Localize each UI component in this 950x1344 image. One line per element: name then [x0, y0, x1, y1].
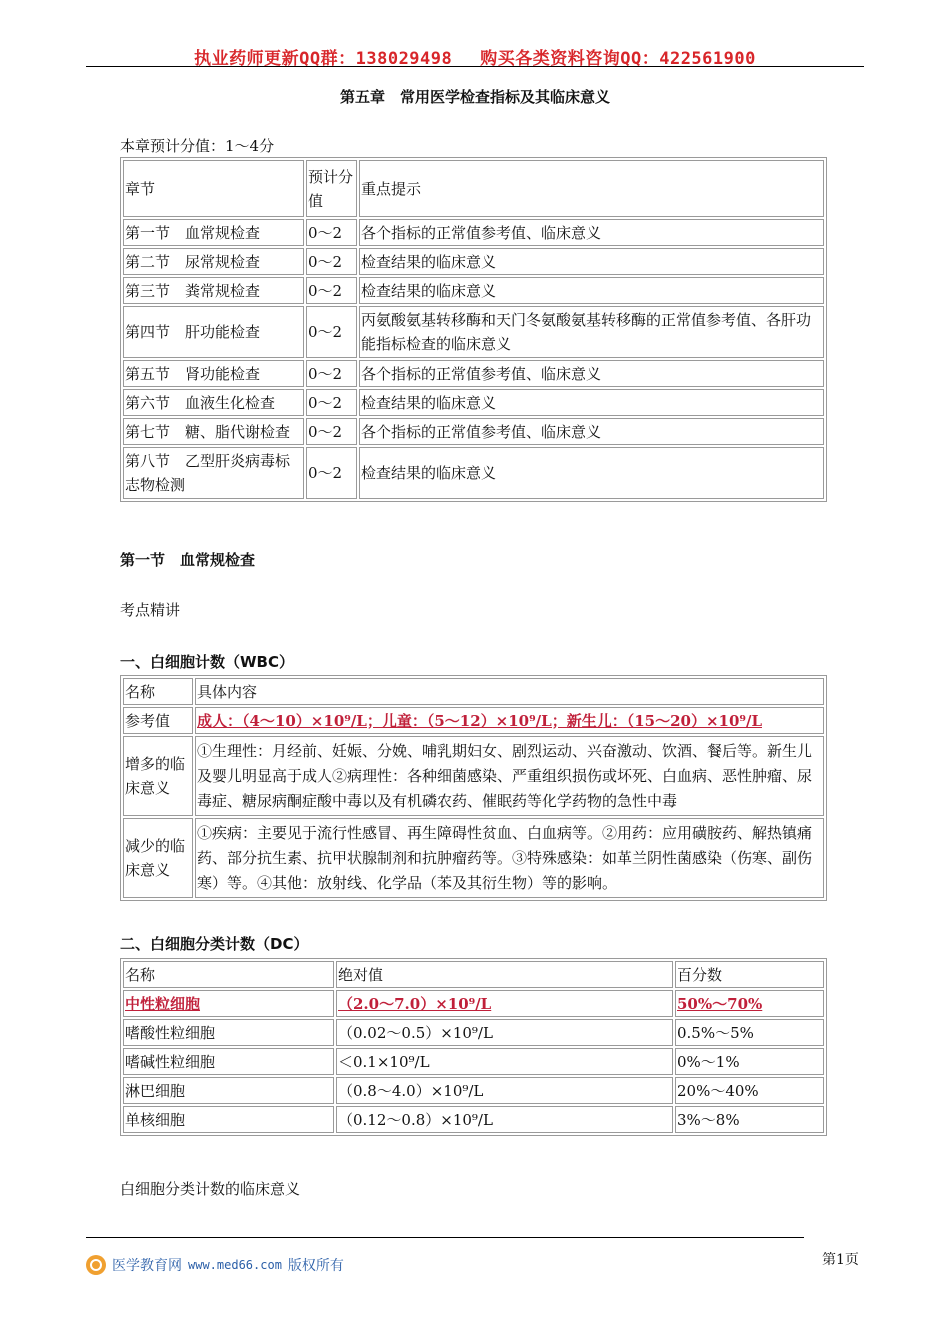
cell-absolute: （0.02～0.5）×10⁹/L — [336, 1019, 673, 1046]
cell-name: 单核细胞 — [123, 1106, 334, 1133]
dc-clinical-label: 白细胞分类计数的临床意义 — [120, 1180, 301, 1198]
score-cell: 0～2 — [306, 360, 357, 387]
dc-title: 二、白细胞分类计数（DC） — [120, 935, 309, 953]
cell-percent: 20%～40% — [675, 1077, 824, 1104]
table-row — [123, 961, 824, 988]
wbc-title: 一、白细胞计数（WBC） — [120, 653, 294, 671]
table-row — [123, 447, 824, 499]
header-cell: 预计分值 — [306, 160, 357, 217]
tip-cell: 检查结果的临床意义 — [359, 389, 824, 416]
table-row — [123, 1106, 824, 1133]
tip-cell: 各个指标的正常值参考值、临床意义 — [359, 219, 824, 246]
decrease-value: ①疾病：主要见于流行性感冒、再生障碍性贫血、白血病等。②用药：应用磺胺药、解热镇痛药、部分抗生素、抗甲状腺制剂和抗肿瘤药等。③特殊感染：如革兰阴性菌感染（伤寒、副伤寒）等。④其他：放射线、化学品（苯及其衍生物）等的影响。 — [195, 818, 824, 898]
table-row — [123, 418, 824, 445]
table-row — [123, 736, 824, 816]
table-row — [123, 389, 824, 416]
score-cell: 0～2 — [306, 219, 357, 246]
table-row — [123, 1048, 824, 1075]
header-rule — [86, 66, 864, 67]
section-cell: 第一节 血常规检查 — [123, 219, 304, 246]
score-cell: 0～2 — [306, 418, 357, 445]
cell-name: 淋巴细胞 — [123, 1077, 334, 1104]
cell-percent: 0%～1% — [675, 1048, 824, 1075]
purchase-text: 购买各类资料咨询QQ：422561900 — [480, 49, 756, 69]
table-row — [123, 990, 824, 1017]
header-cell: 绝对值 — [336, 961, 673, 988]
tip-cell: 各个指标的正常值参考值、临床意义 — [359, 360, 824, 387]
med66-logo-icon — [86, 1255, 106, 1275]
section-cell: 第七节 糖、脂代谢检查 — [123, 418, 304, 445]
table-row — [123, 277, 824, 304]
table-row — [123, 678, 824, 705]
cell-absolute: （0.8～4.0）×10⁹/L — [336, 1077, 673, 1104]
cell-percent — [675, 990, 824, 1017]
table-row — [123, 1019, 824, 1046]
tip-cell: 丙氨酸氨基转移酶和天门冬氨酸氨基转移酶的正常值参考值、各肝功能指标检查的临床意义 — [359, 306, 824, 358]
table-row — [123, 707, 824, 734]
ref-value — [195, 707, 824, 734]
header-cell: 名称 — [123, 961, 334, 988]
chapter-title: 第五章 常用医学检查指标及其临床意义 — [339, 88, 610, 106]
cell-name — [123, 990, 334, 1017]
wbc-table — [120, 675, 827, 901]
header-cell: 百分数 — [675, 961, 824, 988]
table-row — [123, 248, 824, 275]
score-note: 本章预计分值：1～4分 — [120, 137, 275, 155]
table-row — [123, 360, 824, 387]
section-cell: 第三节 粪常规检查 — [123, 277, 304, 304]
cell-name-text: 中性粒细胞 — [125, 994, 201, 1013]
overview-table — [120, 157, 827, 502]
score-cell: 0～2 — [306, 277, 357, 304]
score-cell: 0～2 — [306, 447, 357, 499]
page-number: 第1页 — [822, 1252, 859, 1268]
ref-value-text: 成人：（4～10）×10⁹/L；儿童：（5～12）×10⁹/L；新生儿：（15～20）×10⁹/L — [197, 711, 762, 730]
header-cell: 名称 — [123, 678, 193, 705]
table-row — [123, 160, 824, 217]
header-cell: 重点提示 — [359, 160, 824, 217]
tip-cell: 检查结果的临床意义 — [359, 248, 824, 275]
section-cell: 第四节 肝功能检查 — [123, 306, 304, 358]
qq-group-text: 执业药师更新QQ群：138029498 — [194, 49, 453, 69]
section-cell: 第二节 尿常规检查 — [123, 248, 304, 275]
score-cell: 0～2 — [306, 306, 357, 358]
footer-rule — [86, 1237, 804, 1238]
table-row — [123, 818, 824, 898]
cell-absolute — [336, 990, 673, 1017]
section-cell: 第八节 乙型肝炎病毒标志物检测 — [123, 447, 304, 499]
cell-percent-text: 50%～70% — [677, 994, 763, 1013]
table-row — [123, 306, 824, 358]
score-cell: 0～2 — [306, 248, 357, 275]
cell-absolute: （0.12～0.8）×10⁹/L — [336, 1106, 673, 1133]
footer-url[interactable]: www.med66.com — [188, 1258, 282, 1272]
cell-percent: 0.5%～5% — [675, 1019, 824, 1046]
footer-site: 医学教育网 — [112, 1258, 182, 1274]
cell-absolute: ＜0.1×10⁹/L — [336, 1048, 673, 1075]
table-row — [123, 1077, 824, 1104]
cell-percent: 3%～8% — [675, 1106, 824, 1133]
cell-absolute-text: （2.0～7.0）×10⁹/L — [338, 994, 492, 1013]
tip-cell: 检查结果的临床意义 — [359, 277, 824, 304]
footer-logo — [86, 1255, 344, 1275]
decrease-label: 减少的临床意义 — [123, 818, 193, 898]
section1-title: 第一节 血常规检查 — [120, 551, 256, 569]
tip-cell: 各个指标的正常值参考值、临床意义 — [359, 418, 824, 445]
section-cell: 第六节 血液生化检查 — [123, 389, 304, 416]
increase-value: ①生理性：月经前、妊娠、分娩、哺乳期妇女、剧烈运动、兴奋激动、饮酒、餐后等。新生儿及婴儿明显高于成人②病理性：各种细菌感染、严重组织损伤或坏死、白血病、恶性肿瘤、尿毒症、糖尿病酮症酸中毒以及有机磷农药、催眠药等化学药物的急性中毒 — [195, 736, 824, 816]
header-cell: 章节 — [123, 160, 304, 217]
score-cell: 0～2 — [306, 389, 357, 416]
cell-name: 嗜酸性粒细胞 — [123, 1019, 334, 1046]
footer-copyright: 版权所有 — [287, 1258, 344, 1274]
dc-table — [120, 958, 827, 1136]
ref-label: 参考值 — [123, 707, 193, 734]
section-cell: 第五节 肾功能检查 — [123, 360, 304, 387]
table-row — [123, 219, 824, 246]
kaodian-label: 考点精讲 — [120, 601, 181, 619]
tip-cell: 检查结果的临床意义 — [359, 447, 824, 499]
increase-label: 增多的临床意义 — [123, 736, 193, 816]
cell-name: 嗜碱性粒细胞 — [123, 1048, 334, 1075]
header-cell: 具体内容 — [195, 678, 824, 705]
